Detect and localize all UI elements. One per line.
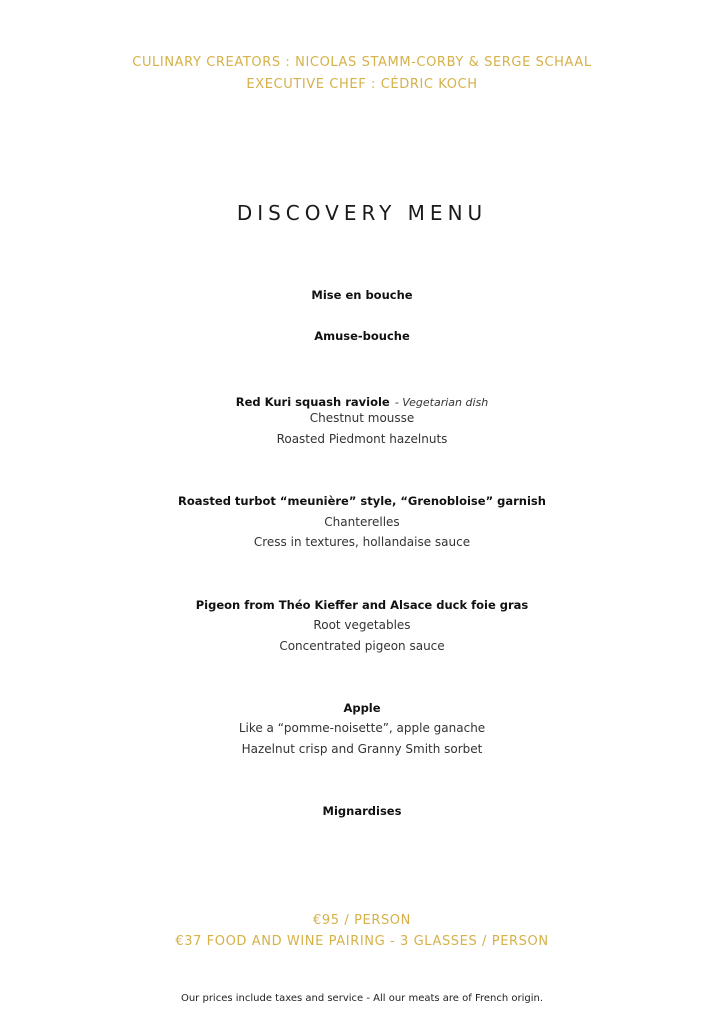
course-4-line-2: Hazelnut crisp and Granny Smith sorbet [241,742,483,756]
course-4-title: Apple [343,701,381,715]
culinary-creators-line: CULINARY CREATORS : NICOLAS STAMM-CORBY & SERGE SCHAAL [132,55,592,70]
executive-chef-line: EXECUTIVE CHEF : CÉDRIC KOCH [246,77,478,92]
course-2-line-1: Chanterelles [324,515,400,529]
course-2-title: Roasted turbot “meunière” style, “Grenobloise” garnish [178,494,546,508]
course-1-line-2: Roasted Piedmont hazelnuts [276,432,448,446]
course-3-line-1: Root vegetables [313,618,411,632]
mise-en-bouche: Mise en bouche [311,288,413,302]
course-1-heading [0,391,724,410]
course-2-line-2: Cress in textures, hollandaise sauce [253,535,471,549]
footer-note: Our prices include taxes and service - All our meats are of French origin. [180,993,544,1004]
amuse-bouche: Amuse-bouche [314,329,410,343]
course-1-vegetarian-note: - Vegetarian dish [394,396,489,409]
wine-pairing-price: €37 FOOD AND WINE PAIRING - 3 GLASSES / PERSON [175,934,549,949]
course-1-title: Red Kuri squash raviole [235,395,390,409]
mignardises: Mignardises [322,804,402,818]
course-3-title: Pigeon from Théo Kieffer and Alsace duck foie gras [195,598,529,612]
course-4-line-1: Like a “pomme-noisette”, apple ganache [238,721,486,735]
course-3-line-2: Concentrated pigeon sauce [279,639,445,653]
course-1-line-1: Chestnut mousse [309,411,415,425]
price-per-person: €95 / PERSON [313,913,411,928]
menu-title: DISCOVERY MENU [236,201,488,225]
